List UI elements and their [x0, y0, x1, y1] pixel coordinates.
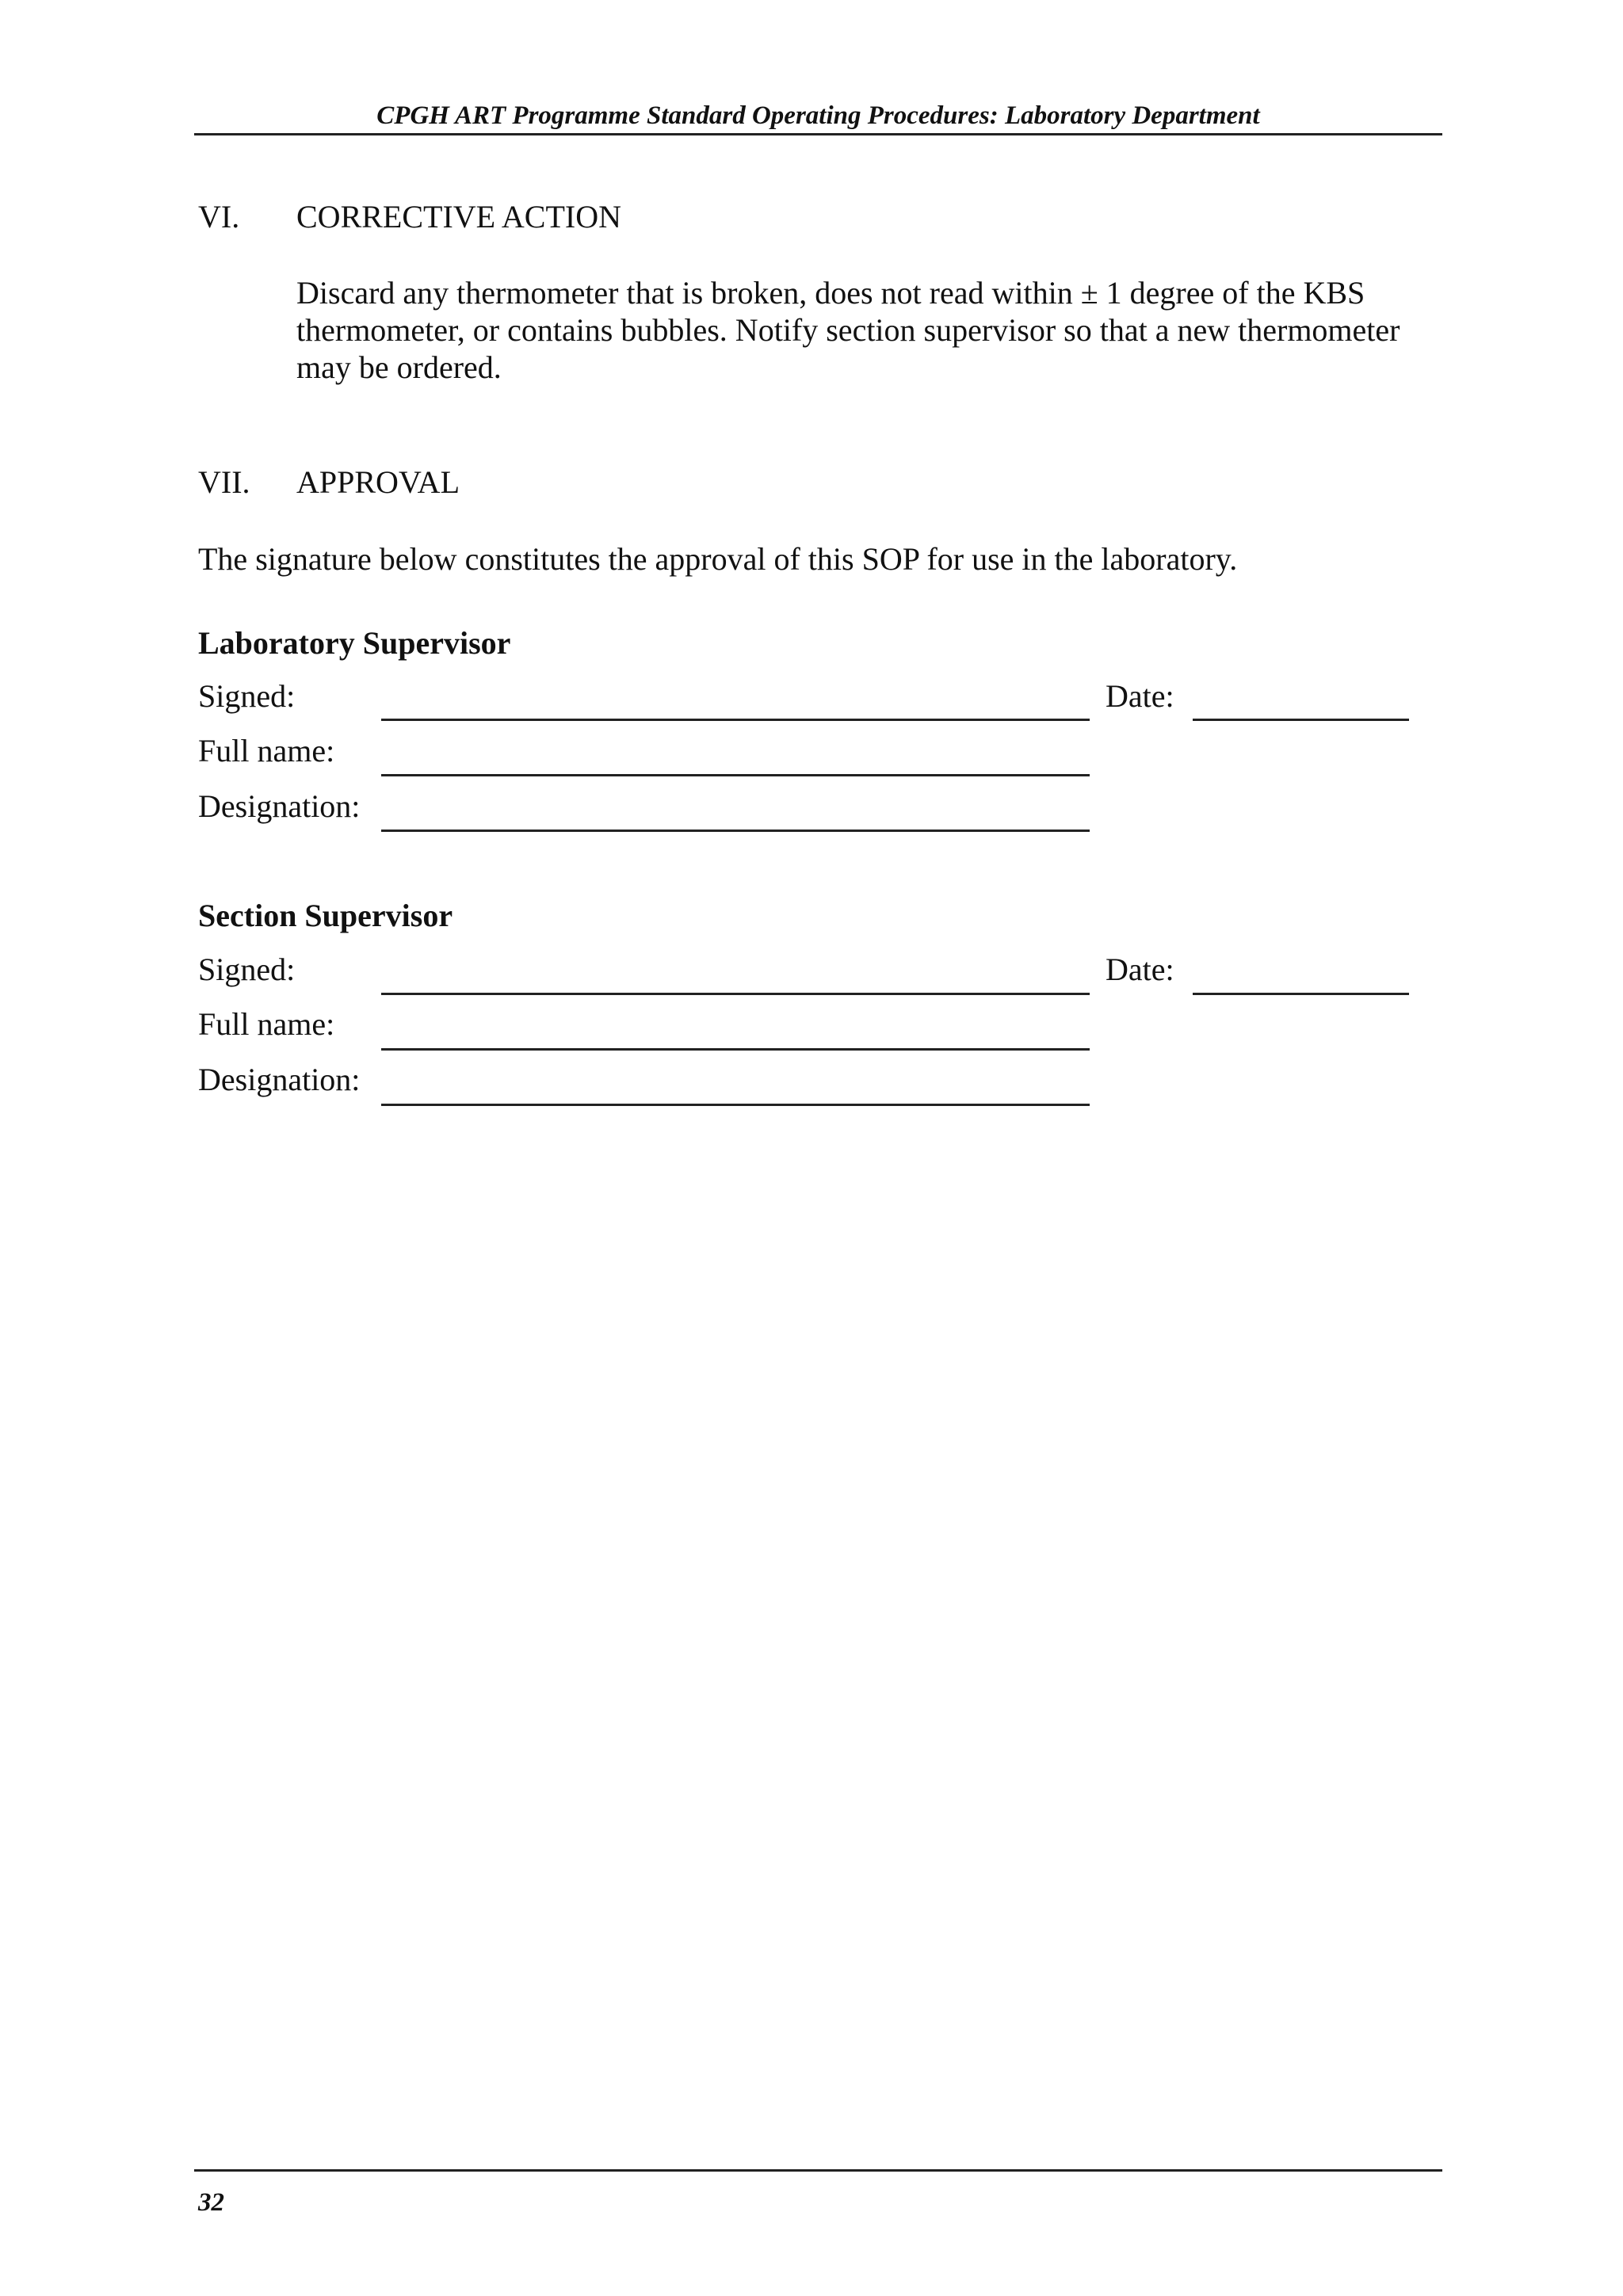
lab-designation-label: Designation:: [198, 788, 361, 824]
section-number-corrective-action: VI.: [198, 199, 240, 235]
lab-full-name-line[interactable]: [381, 774, 1090, 776]
section-signed-label: Signed:: [198, 952, 296, 987]
section-designation-label: Designation:: [198, 1062, 361, 1097]
section-full-name-label: Full name:: [198, 1006, 335, 1042]
section-designation-line[interactable]: [381, 1104, 1090, 1106]
lab-date-label: Date:: [1106, 678, 1174, 714]
section-full-name-line[interactable]: [381, 1048, 1090, 1051]
lab-signed-label: Signed:: [198, 678, 296, 714]
lab-full-name-label: Full name:: [198, 733, 335, 769]
section-title-corrective-action: CORRECTIVE ACTION: [296, 199, 621, 235]
section-signed-line[interactable]: [381, 993, 1090, 995]
section-number-approval: VII.: [198, 464, 250, 500]
section-date-label: Date:: [1106, 952, 1174, 987]
lab-designation-line[interactable]: [381, 830, 1090, 832]
lab-date-line[interactable]: [1193, 719, 1409, 721]
running-header: CPGH ART Programme Standard Operating Procedures: Laboratory Department: [194, 98, 1442, 135]
section-title-approval: APPROVAL: [296, 464, 460, 500]
lab-signed-line[interactable]: [381, 719, 1090, 721]
approval-paragraph: The signature below constitutes the approval of this SOP for use in the laboratory.: [198, 541, 1238, 577]
section-date-line[interactable]: [1193, 993, 1409, 995]
section-supervisor-heading: Section Supervisor: [198, 898, 453, 933]
corrective-action-paragraph: Discard any thermometer that is broken, does not read within ± 1 degree of the KBS thermometer, or contains bubbles. Notify section supervisor so that a new thermometer may be ordered.: [296, 275, 1400, 385]
footer-rule: [194, 2169, 1442, 2172]
laboratory-supervisor-heading: Laboratory Supervisor: [198, 625, 511, 661]
page-number: 32: [198, 2188, 224, 2217]
